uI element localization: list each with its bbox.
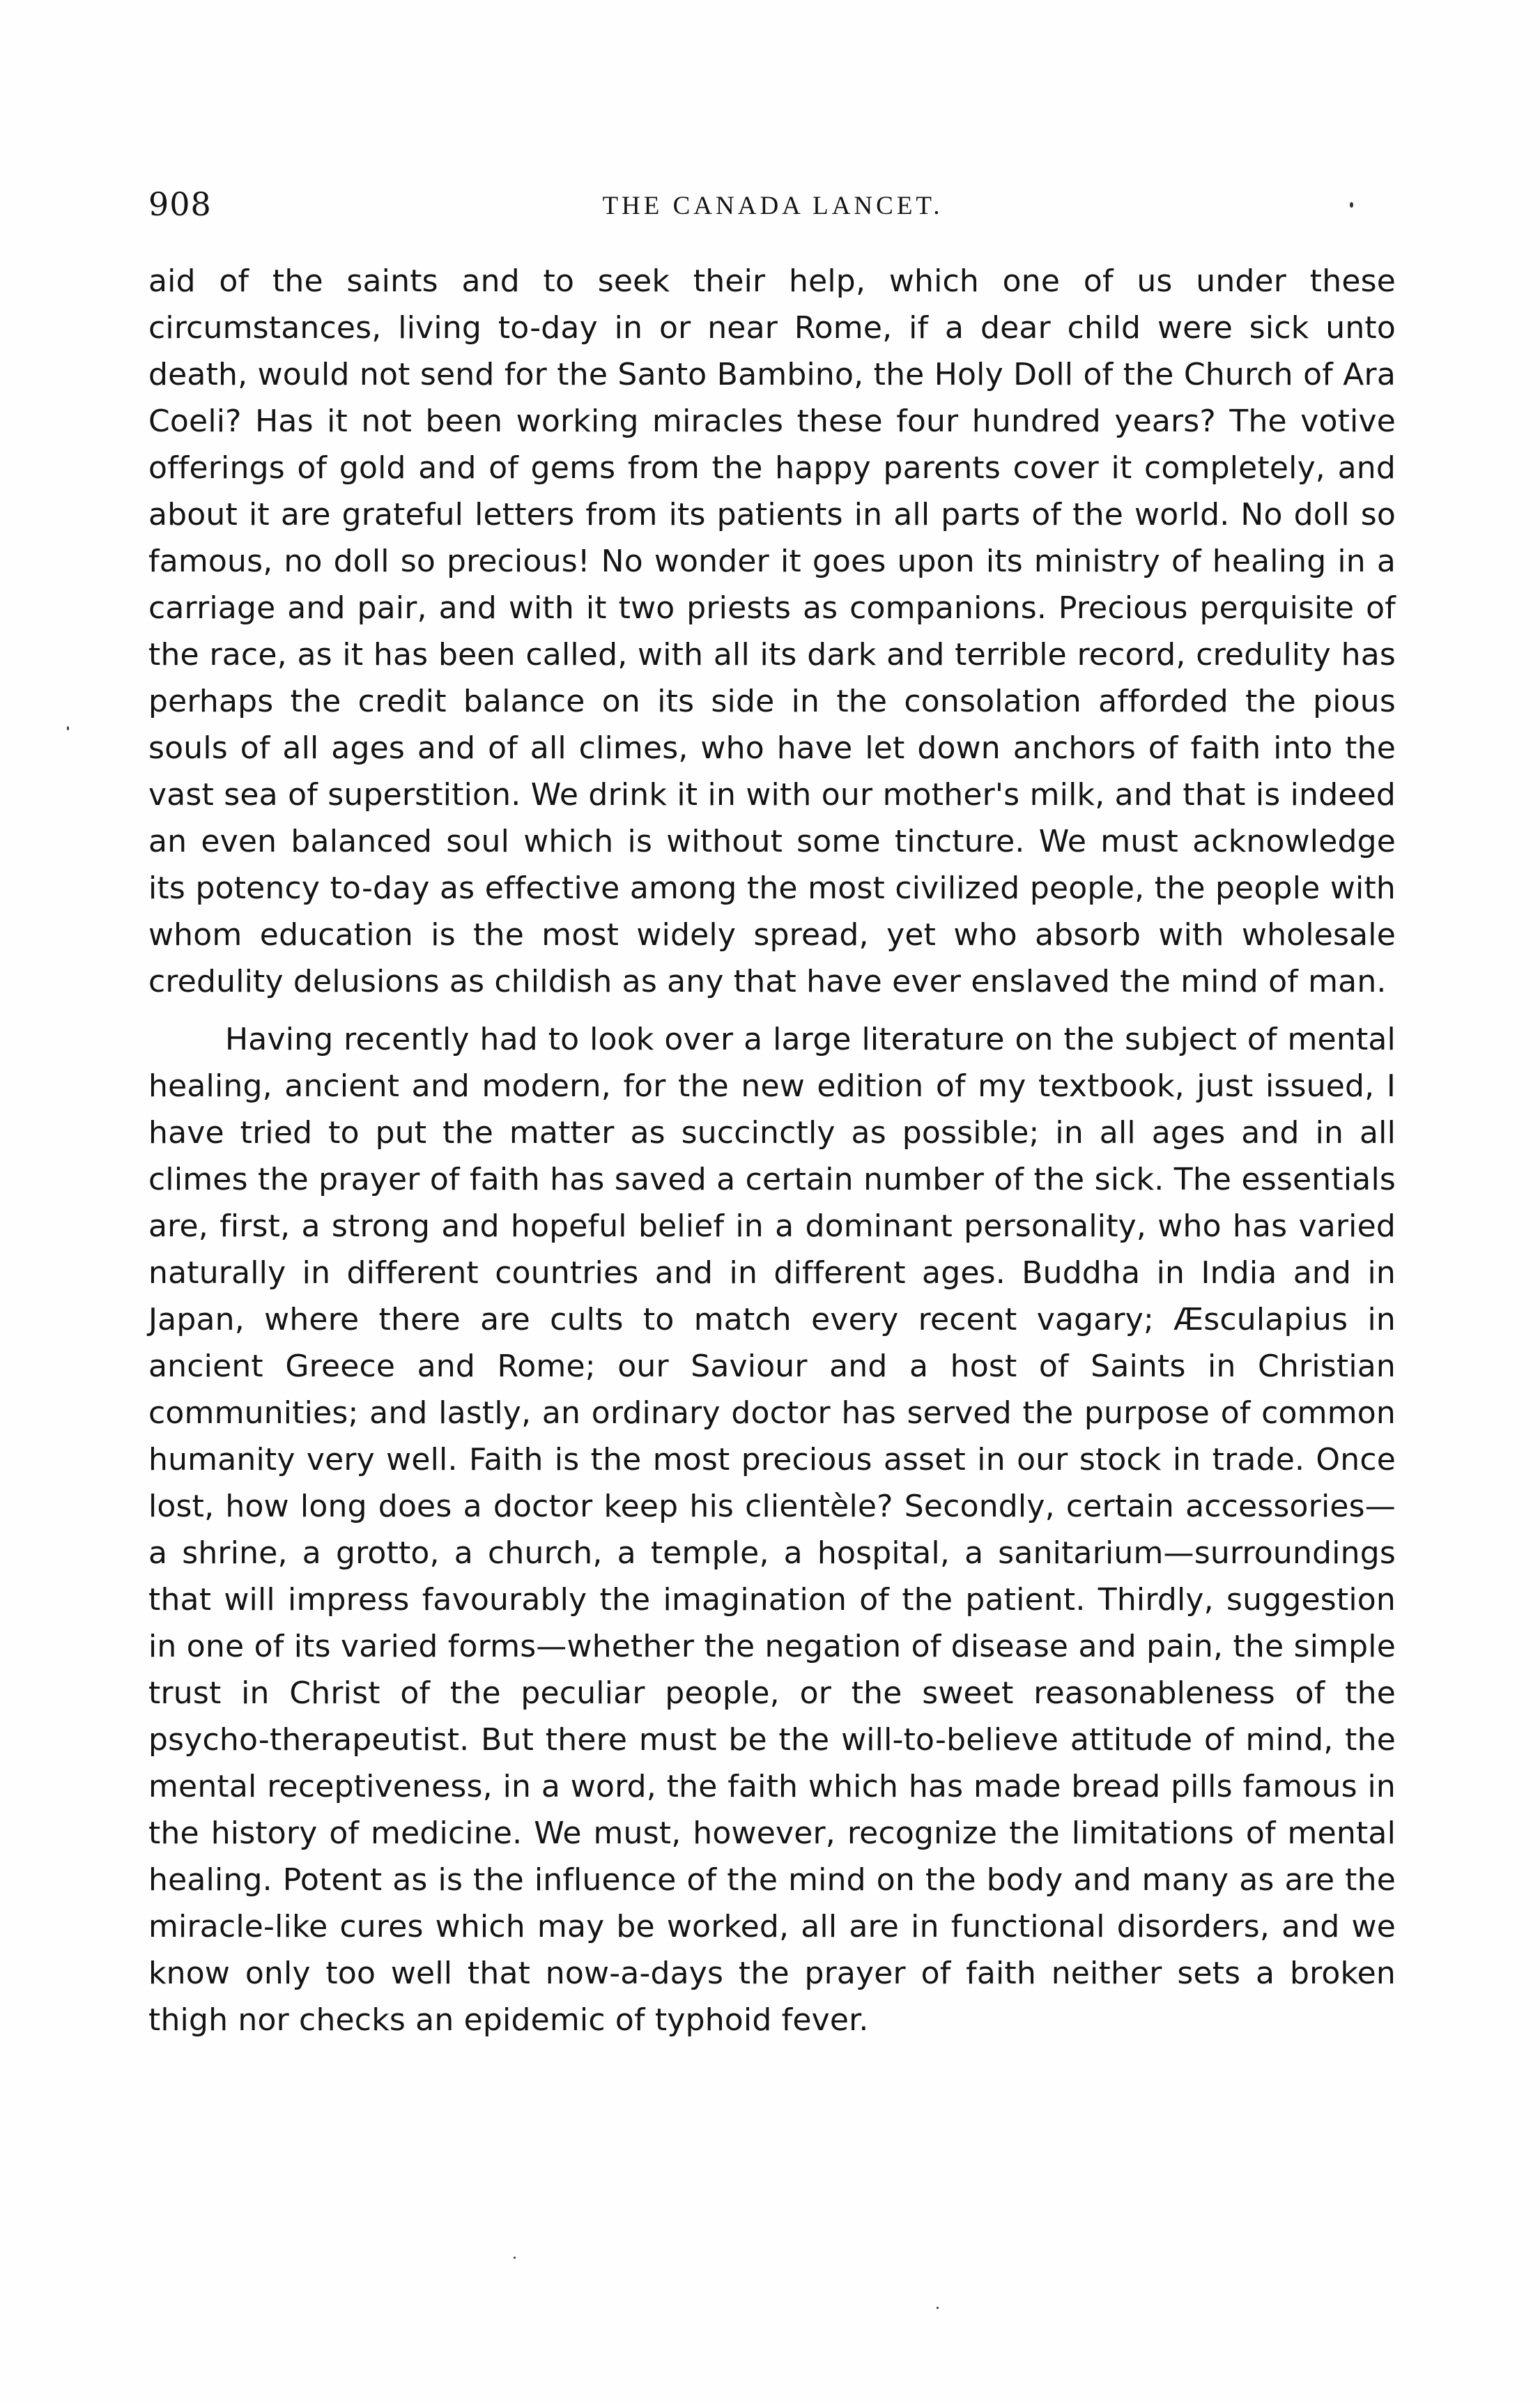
scan-speck	[514, 2257, 516, 2259]
paragraph-2: Having recently had to look over a large literature on the subject of mental healing, ancient and modern, for the new edition of my textbook, just issued, I have tried to put the matter as succinctly as possible; in all ages and in all climes the prayer of faith has saved a certain number of the sick. The essentials are, first, a strong and hopeful belief in a dominant personality, who has varied naturally in different countries and in different ages. Buddha in India and in Japan, where there are cults to match every recent vagary; Æsculapius in ancient Greece and Rome; our Saviour and a host of Saints in Christian communities; and lastly, an ordinary doctor has served the purpose of common humanity very well. Faith is the most precious asset in our stock in trade. Once lost, how long does a doctor keep his clientèle? Secondly, certain accessories—a shrine, a grotto, a church, a temple, a hospital, a sanitarium—surroundings that will impress favourably the imagination of the patient. Thirdly, suggestion in one of its varied forms—whether the negation of disease and pain, the simple trust in Christ of the peculiar people, or the sweet reasonableness of the psycho-therapeutist. But there must be the will-to-believe attitude of mind, the mental receptiveness, in a word, the faith which has made bread pills famous in the history of medicine. We must, however, recognize the limitations of mental healing. Potent as is the influence of the mind on the body and many as are the miracle-like cures which may be worked, all are in functional disorders, and we know only too well that now-a-days the prayer of faith neither sets a broken thigh nor checks an epidemic of typhoid fever.	[148, 1022, 1396, 2038]
page-number: 908	[148, 185, 212, 223]
scan-speck	[1350, 202, 1353, 208]
scan-speck	[937, 2307, 939, 2309]
journal-title: THE CANADA LANCET.	[602, 192, 944, 220]
body-text	[148, 258, 1396, 2043]
scan-speck	[67, 726, 69, 730]
running-head	[148, 180, 1397, 229]
paragraph-1: aid of the saints and to seek their help, which one of us under these circumstances, living to-day in or near Rome, if a dear child were sick unto death, would not send for the Santo Bambino, the Holy Doll of the Church of Ara Coeli? Has it not been working miracles these four hundred years? The votive offerings of gold and of gems from the happy parents cover it completely, and about it are grateful letters from its patients in all parts of the world. No doll so famous, no doll so precious! No wonder it goes upon its ministry of healing in a carriage and pair, and with it two priests as companions. Precious perquisite of the race, as it has been called, with all its dark and terrible record, credulity has perhaps the credit balance on its side in the consolation afforded the pious souls of all ages and of all climes, who have let down anchors of faith into the vast sea of superstition. We drink it in with our mother's milk, and that is indeed an even balanced soul which is without some tincture. We must acknowledge its potency to-day as effective among the most civilized people, the people with whom education is the most widely spread, yet who absorb with wholesale credulity delusions as childish as any that have ever enslaved the mind of man.	[148, 263, 1396, 999]
